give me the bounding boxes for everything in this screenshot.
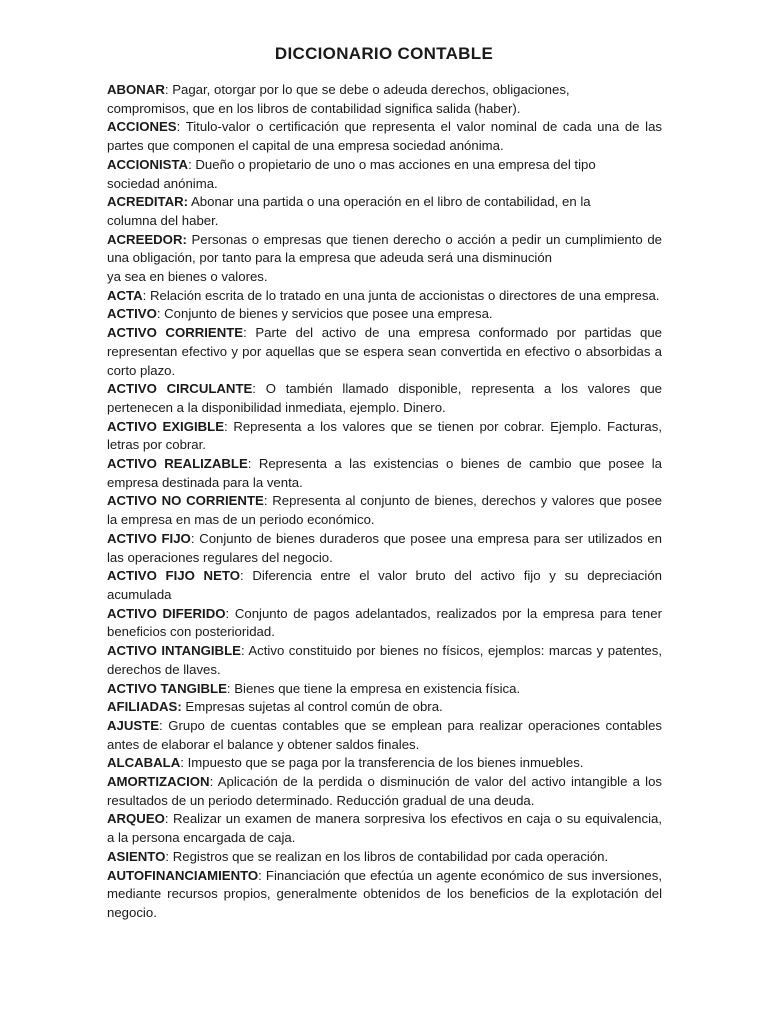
term-separator: : [156, 306, 165, 322]
term-separator: : [180, 755, 188, 771]
glossary-definition: Abonar una partida o una operación en el libro de contabilidad, en la columna del haber. [107, 194, 591, 228]
glossary-term: ASIENTO [107, 848, 166, 864]
glossary-definition: Impuesto que se paga por la transferencia de los bienes inmuebles. [187, 755, 584, 771]
glossary-entry [107, 287, 662, 306]
glossary-term: ACTIVO DIFERIDO [107, 605, 226, 621]
glossary-term: ACTIVO INTANGIBLE [107, 643, 241, 659]
glossary-entry [107, 848, 662, 867]
glossary-definition: Representa al conjunto de bienes, derechos y valores que posee la empresa en mas de un periodo económico. [107, 493, 662, 528]
glossary-entry [107, 754, 662, 773]
term-separator: : [176, 119, 186, 135]
term-separator: : [159, 717, 169, 733]
glossary-entry [107, 680, 662, 699]
glossary-definition: Dueño o propietario de uno o mas acciones en una empresa del tipo sociedad anónima. [107, 156, 596, 191]
glossary-entry [107, 380, 662, 417]
glossary-term: AUTOFINANCIAMIENTO [107, 867, 259, 883]
document-title: DICCIONARIO CONTABLE [274, 44, 494, 63]
term-separator: : [243, 325, 256, 341]
glossary-definition: Grupo de cuentas contables que se emplean para realizar operaciones contables antes de elaborar el balance y obtener saldos finales. [107, 717, 662, 752]
glossary-entry [107, 867, 662, 923]
term-separator: : [209, 774, 218, 790]
glossary-term: ALCABALA [107, 755, 181, 771]
glossary-entry [107, 455, 662, 492]
glossary-term: AMORTIZACION [107, 774, 210, 790]
glossary-term: ACCIONES [107, 119, 177, 135]
glossary-definition: Relación escrita de lo tratado en una junta de accionistas o directores de una empresa. [149, 287, 660, 303]
term-separator: : [190, 530, 200, 546]
glossary-term: ACREDITAR: [107, 194, 189, 210]
glossary-entry [107, 156, 662, 193]
glossary-definition: Conjunto de bienes y servicios que posee una empresa. [164, 306, 493, 322]
glossary-entry [107, 605, 662, 642]
glossary-entry [107, 530, 662, 567]
term-separator: : [239, 568, 253, 584]
term-separator: : [164, 82, 173, 97]
term-separator: : [247, 456, 259, 472]
glossary-term: ACTIVO TANGIBLE [107, 680, 227, 696]
glossary-entry [107, 642, 662, 679]
glossary-term: ACTIVO FIJO NETO [107, 568, 240, 584]
glossary-term: ACTA [107, 287, 143, 303]
glossary-entry [107, 324, 662, 380]
glossary-definition: Conjunto de bienes duraderos que posee una empresa para ser utilizados en las operaciones regulares del negocio. [107, 530, 663, 565]
glossary-term: ACTIVO EXIGIBLE [107, 418, 225, 434]
glossary-definition: Conjunto de pagos adelantados, realizados por la empresa para tener beneficios con posterioridad. [107, 605, 662, 640]
glossary-term: AJUSTE [107, 717, 160, 733]
glossary-term: AFILIADAS: [107, 699, 182, 715]
glossary-definition: Representa a las existencias o bienes de cambio que posee la empresa destinada para la venta. [107, 456, 663, 490]
term-separator: : [164, 811, 173, 827]
glossary-definition: O también llamado disponible, representa a los valores que pertenecen a la disponibilidad inmediata, ejemplo. Dinero. [107, 381, 662, 415]
term-separator: : [142, 287, 150, 303]
glossary-entry [107, 305, 662, 324]
glossary-term: ACTIVO CORRIENTE [107, 325, 244, 341]
glossary-term: ACTIVO REALIZABLE [107, 456, 248, 472]
glossary-term: ACTIVO NO CORRIENTE [107, 493, 264, 509]
glossary-definition: Representa a los valores que se tienen por cobrar. Ejemplo. Facturas, letras por cobrar. [107, 418, 663, 453]
glossary-term: ARQUEO [107, 811, 165, 827]
glossary-definition: Pagar, otorgar por lo que se debe o adeuda derechos, obligaciones, compromisos, que en los libros de contabilidad significa salida (haber). [107, 82, 570, 116]
glossary-entry [107, 810, 662, 847]
glossary-definition: Titulo-valor o certificación que representa el valor nominal de cada una de las partes que componen el capital de una empresa sociedad anónima. [107, 119, 662, 154]
glossary-term: ACCIONISTA [107, 156, 189, 172]
glossary-term: ABONAR [107, 82, 165, 97]
glossary-entry [107, 118, 662, 155]
term-separator: : [225, 605, 235, 621]
glossary-definition: Bienes que tiene la empresa en existencia física. [234, 680, 521, 696]
term-separator: : [258, 867, 266, 883]
term-separator: : [226, 680, 235, 696]
glossary-term: ACTIVO CIRCULANTE [107, 381, 253, 397]
glossary-term: ACREEDOR: [107, 231, 187, 247]
term-separator: : [165, 848, 173, 864]
glossary-definition: Registros que se realizan en los libros de contabilidad por cada operación. [172, 848, 609, 864]
term-separator: : [263, 493, 273, 509]
glossary-entry [107, 231, 662, 287]
glossary-entry [107, 81, 662, 118]
glossary-entry [107, 492, 662, 529]
glossary-list [107, 81, 662, 923]
glossary-entry [107, 773, 662, 810]
term-separator: : [224, 418, 234, 434]
glossary-term: ACTIVO FIJO [107, 530, 191, 546]
glossary-definition: Aplicación de la perdida o disminución de valor del activo intangible a los resultados de un periodo determinado. Reducción gradual de una deuda. [107, 774, 662, 808]
glossary-term: ACTIVO [107, 306, 157, 322]
glossary-entry [107, 418, 662, 455]
glossary-definition: Empresas sujetas al control común de obra. [185, 699, 443, 715]
term-separator: : [188, 156, 196, 172]
glossary-entry [107, 567, 662, 604]
glossary-definition: Parte del activo de una empresa conformado por partidas que representan efectivo y por aquellas que se espera sean convertida en efectivo o absorbidas a corto plazo. [107, 325, 662, 378]
term-separator: : [240, 643, 249, 659]
glossary-entry [107, 717, 662, 754]
term-separator: : [252, 381, 266, 397]
glossary-definition: Activo constituido por bienes no físicos, ejemplos: marcas y patentes, derechos de llaves. [107, 643, 662, 677]
glossary-entry [107, 698, 662, 717]
glossary-entry [107, 193, 662, 230]
glossary-definition: Realizar un examen de manera sorpresiva los efectivos en caja o su equivalencia, a la persona encargada de caja. [107, 811, 663, 846]
glossary-definition: Diferencia entre el valor bruto del activo fijo y su depreciación acumulada [107, 568, 663, 602]
glossary-definition: Financiación que efectúa un agente económico de sus inversiones, mediante recursos propios, generalmente obtenidos de los beneficios de la explotación del negocio. [107, 867, 663, 920]
glossary-definition: Personas o empresas que tienen derecho o acción a pedir un cumplimiento de una obligación, por tanto para la empresa que adeuda será una disminución ya sea en bienes o valores. [107, 231, 662, 285]
